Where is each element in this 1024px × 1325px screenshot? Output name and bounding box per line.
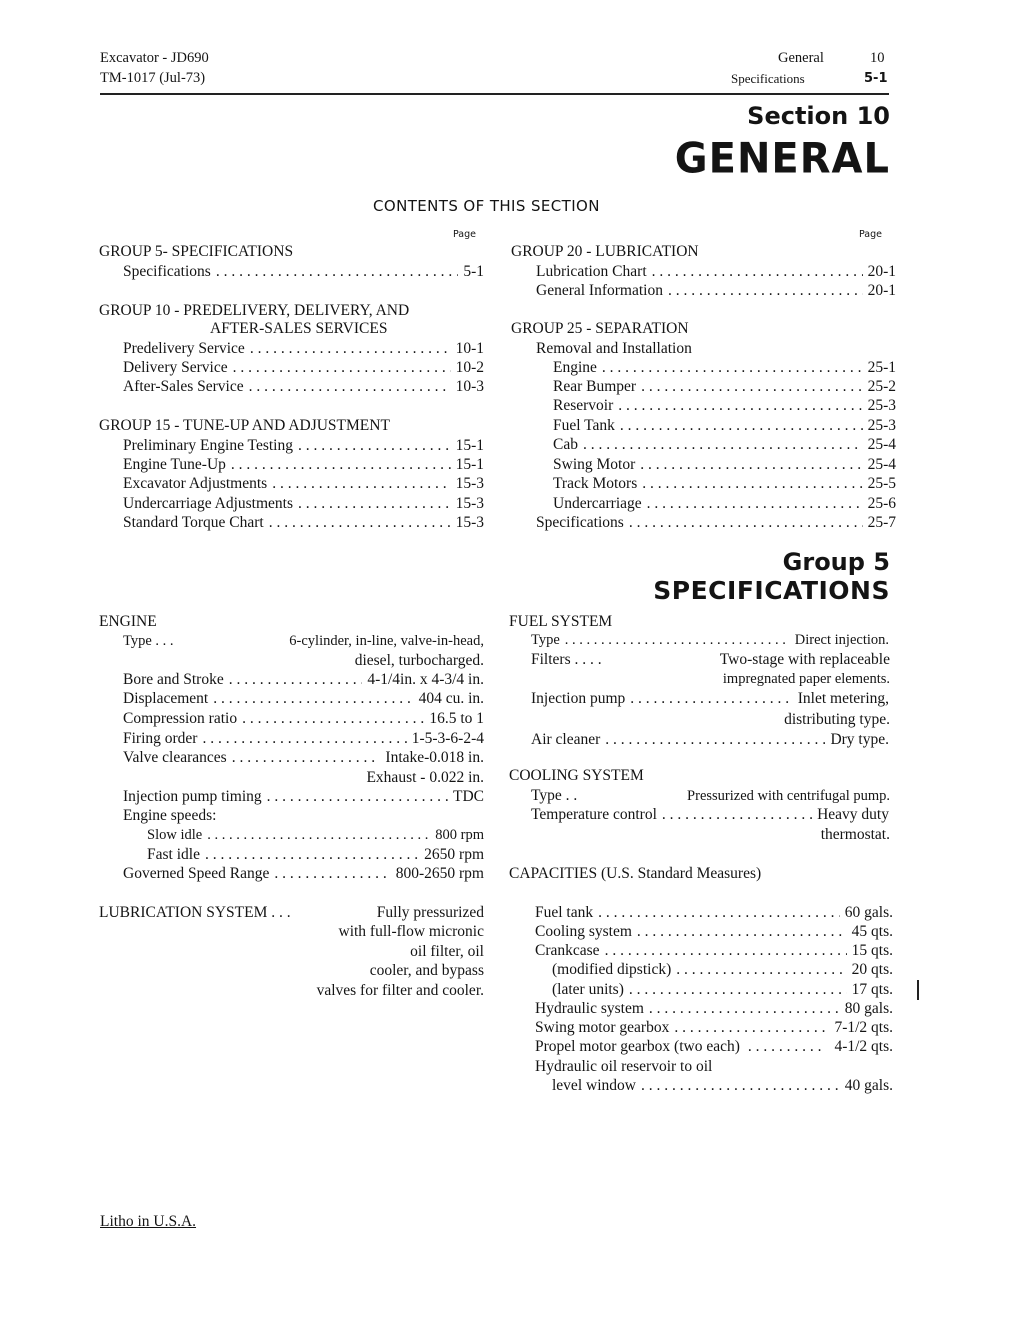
- header-machine: Excavator - JD690: [100, 50, 209, 66]
- toc-entry[interactable]: Undercarriage . . . 25-6: [553, 495, 896, 513]
- capacity-row: Crankcase . . . 15 qts.: [535, 942, 893, 960]
- spec-row: Bore and Stroke . . . 4-1/4in. x 4-3/4 in.: [123, 671, 484, 689]
- fuel-filters-label: Filters . . . .: [531, 651, 602, 668]
- engine-heading: ENGINE: [99, 613, 157, 630]
- lubrication-value: Fully pressurized: [376, 904, 484, 921]
- toc-entry[interactable]: Undercarriage Adjustments . . . 15-3: [123, 495, 484, 513]
- toc-entry[interactable]: Specifications . . . 5-1: [123, 263, 484, 281]
- capacity-row: (later units) . . . 17 qts.: [552, 981, 893, 999]
- spec-row: Injection pump timing . . . TDC: [123, 788, 484, 806]
- lubrication-value: cooler, and bypass: [369, 962, 484, 979]
- spec-row: Slow idle . . . 800 rpm: [147, 827, 484, 844]
- spec-row: Air cleaner . . . Dry type.: [531, 731, 889, 749]
- toc-group15-heading: GROUP 15 - TUNE-UP AND ADJUSTMENT: [99, 417, 390, 434]
- toc-entry[interactable]: Track Motors . . . 25-5: [553, 475, 896, 493]
- toc-entry[interactable]: Specifications . . . 25-7: [536, 514, 896, 532]
- capacity-row: Fuel tank . . . 60 gals.: [535, 904, 893, 922]
- toc-entry[interactable]: Rear Bumper . . . 25-2: [553, 378, 896, 396]
- cooling-type-value: Pressurized with centrifugal pump.: [687, 788, 890, 804]
- lubrication-value: valves for filter and cooler.: [316, 982, 484, 999]
- lubrication-label: LUBRICATION SYSTEM . . .: [99, 904, 291, 921]
- section-title: GENERAL: [674, 134, 890, 184]
- toc-entry[interactable]: General Information . . . 20-1: [536, 282, 896, 300]
- capacity-row: Swing motor gearbox . . . 7-1/2 qts.: [535, 1019, 893, 1037]
- group-title: SPECIFICATIONS: [653, 576, 890, 605]
- capacity-row: (modified dipstick) . . . 20 qts.: [552, 961, 893, 979]
- engine-type-label: Type . . .: [123, 633, 174, 649]
- spec-row: Fast idle . . . 2650 rpm: [147, 846, 484, 864]
- contents-page-label-right: Page: [859, 229, 882, 240]
- toc-entry[interactable]: Lubrication Chart . . . 20-1: [536, 263, 896, 281]
- toc-entry[interactable]: Delivery Service . . . 10-2: [123, 359, 484, 377]
- toc-entry[interactable]: Predelivery Service . . . 10-1: [123, 340, 484, 358]
- engine-valve-exhaust: Exhaust - 0.022 in.: [366, 769, 484, 786]
- capacities-heading: CAPACITIES (U.S. Standard Measures): [509, 865, 762, 882]
- capacity-row: Propel motor gearbox (two each) . . . 4-1/2 qts.: [535, 1038, 893, 1056]
- toc-entry[interactable]: Fuel Tank . . . 25-3: [553, 417, 896, 435]
- spec-row: Governed Speed Range . . . 800-2650 rpm: [123, 865, 484, 883]
- header-section-label: General: [778, 50, 824, 66]
- toc-entry[interactable]: Excavator Adjustments . . . 15-3: [123, 475, 484, 493]
- header-page-number: 5-1: [864, 71, 888, 86]
- engine-speeds-label: Engine speeds:: [123, 807, 217, 824]
- change-bar: [917, 980, 919, 1000]
- spec-row: Injection pump . . . Inlet metering,: [531, 690, 889, 708]
- toc-group20-heading: GROUP 20 - LUBRICATION: [511, 243, 699, 260]
- toc-entry[interactable]: After-Sales Service . . . 10-3: [123, 378, 484, 396]
- contents-title: CONTENTS OF THIS SECTION: [373, 197, 600, 215]
- toc-entry[interactable]: Engine . . . 25-1: [553, 359, 896, 377]
- capacity-row: Hydraulic system . . . 80 gals.: [535, 1000, 893, 1018]
- capacity-row: level window . . . 40 gals.: [552, 1077, 893, 1095]
- cooling-temp-value-cont: thermostat.: [820, 826, 890, 843]
- lubrication-value: oil filter, oil: [410, 943, 484, 960]
- header-manual: TM-1017 (Jul-73): [100, 70, 206, 86]
- header-rule: [100, 93, 889, 95]
- spec-row: Compression ratio . . . 16.5 to 1: [123, 710, 484, 728]
- toc-group25-subheading: Removal and Installation: [536, 340, 692, 357]
- capacity-row: Cooling system . . . 45 qts.: [535, 923, 893, 941]
- toc-group25-heading: GROUP 25 - SEPARATION: [511, 320, 689, 337]
- toc-entry[interactable]: Cab . . . 25-4: [553, 436, 896, 454]
- engine-type-value-cont: diesel, turbocharged.: [354, 652, 484, 669]
- capacity-reservoir-label: Hydraulic oil reservoir to oil: [535, 1058, 713, 1075]
- fuel-heading: FUEL SYSTEM: [509, 613, 613, 630]
- lubrication-value: with full-flow micronic: [338, 923, 484, 940]
- toc-group10-heading-cont: AFTER-SALES SERVICES: [210, 320, 388, 337]
- fuel-pump-value-cont: distributing type.: [784, 711, 890, 728]
- toc-entry[interactable]: Swing Motor . . . 25-4: [553, 456, 896, 474]
- toc-entry[interactable]: Reservoir . . . 25-3: [553, 397, 896, 415]
- footer-litho: Litho in U.S.A.: [100, 1213, 197, 1230]
- toc-group10-heading: GROUP 10 - PREDELIVERY, DELIVERY, AND: [99, 302, 410, 319]
- spec-row: Firing order . . . 1-5-3-6-2-4: [123, 730, 484, 748]
- spec-row: Displacement . . . 404 cu. in.: [123, 690, 484, 708]
- fuel-filters-value: Two-stage with replaceable: [719, 651, 890, 668]
- cooling-heading: COOLING SYSTEM: [509, 767, 644, 784]
- header-section-number: 10: [870, 50, 885, 66]
- spec-row: Valve clearances . . . Intake-0.018 in.: [123, 749, 484, 767]
- section-heading: Section 10: [747, 102, 890, 130]
- contents-page-label-left: Page: [453, 229, 476, 240]
- spec-row: Type . . . Direct injection.: [531, 632, 889, 649]
- toc-entry[interactable]: Engine Tune-Up . . . 15-1: [123, 456, 484, 474]
- toc-group5-heading: GROUP 5- SPECIFICATIONS: [99, 243, 294, 260]
- toc-entry[interactable]: Preliminary Engine Testing . . . 15-1: [123, 437, 484, 455]
- spec-row: Temperature control . . . Heavy duty: [531, 806, 889, 824]
- fuel-filters-value-cont: impregnated paper elements.: [722, 671, 890, 687]
- toc-entry[interactable]: Standard Torque Chart . . . 15-3: [123, 514, 484, 532]
- engine-type-value: 6-cylinder, in-line, valve-in-head,: [289, 633, 484, 649]
- group-heading: Group 5: [782, 548, 890, 576]
- cooling-type-label: Type . .: [531, 787, 578, 804]
- header-group-label: Specifications: [731, 71, 805, 86]
